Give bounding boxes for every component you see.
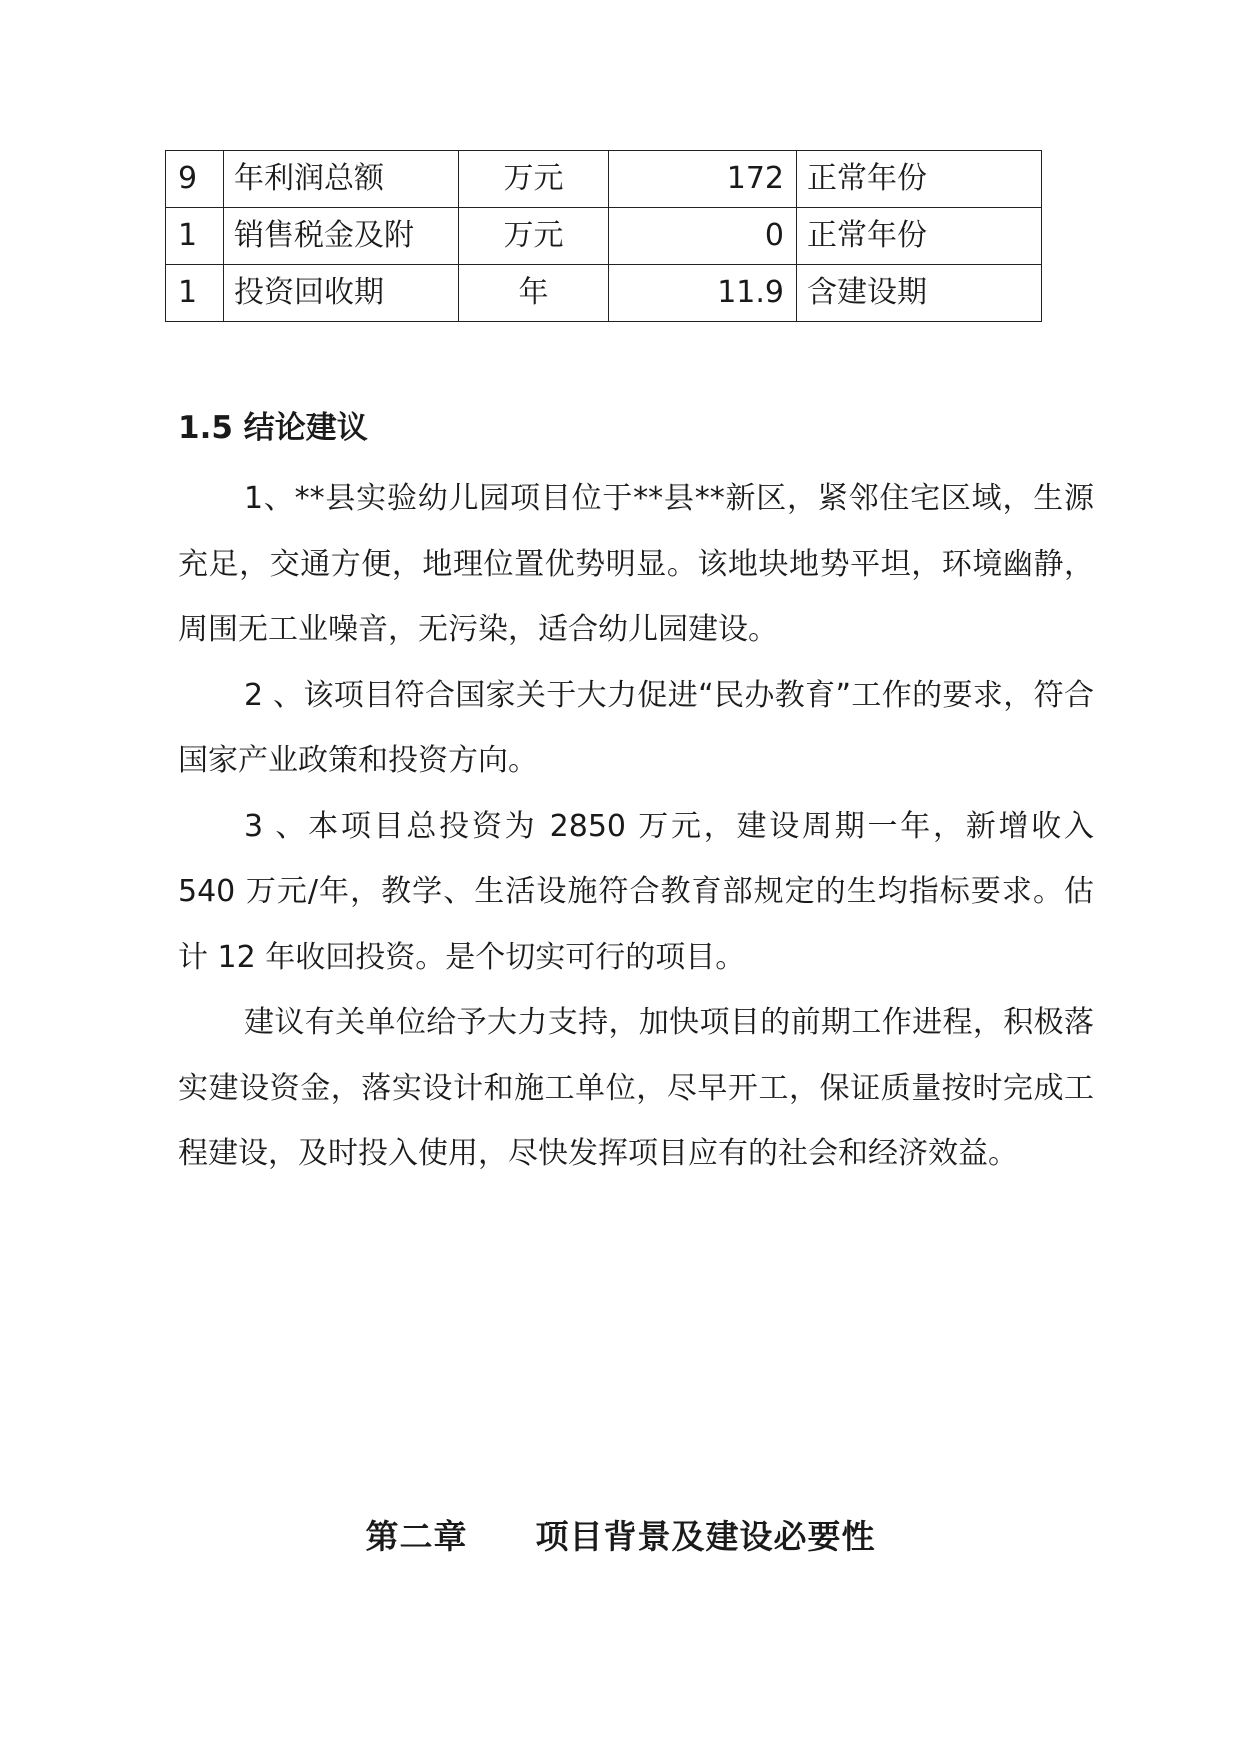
item-note: 正常年份 <box>797 208 1042 265</box>
row-number: 1 <box>166 265 224 322</box>
table-row <box>166 151 1042 208</box>
item-unit: 万元 <box>459 151 609 208</box>
item-value: 172 <box>609 151 797 208</box>
paragraph: 3 、本项目总投资为 2850 万元，建设周期一年，新增收入 540 万元/年，教学、生活设施符合教育部规定的生均指标要求。估计 12 年收回投资。是个切实可行的项目。 <box>178 808 1094 975</box>
item-unit: 年 <box>459 265 609 322</box>
row-number: 9 <box>166 151 224 208</box>
section-body <box>178 466 1094 1187</box>
item-unit: 万元 <box>459 208 609 265</box>
paragraph: 1、**县实验幼儿园项目位于**县**新区，紧邻住宅区域，生源充足，交通方便，地理位置优势明显。该地块地势平坦，环境幽静，周围无工业噪音，无污染，适合幼儿园建设。 <box>178 481 1094 647</box>
table-row <box>166 265 1042 322</box>
item-name: 销售税金及附 <box>224 208 459 265</box>
chapter-name: 项目背景及建设必要性 <box>535 1517 876 1556</box>
paragraph: 2 、该项目符合国家关于大力促进“民办教育”工作的要求，符合国家产业政策和投资方向。 <box>178 677 1094 778</box>
paragraph: 建议有关单位给予大力支持，加快项目的前期工作进程，积极落实建设资金，落实设计和施工单位，尽早开工，保证质量按时完成工程建设，及时投入使用，尽快发挥项目应有的社会和经济效益。 <box>178 1005 1094 1171</box>
item-value: 11.9 <box>609 265 797 322</box>
item-note: 含建设期 <box>797 265 1042 322</box>
chapter-number: 第二章 <box>365 1517 468 1556</box>
summary-table <box>165 150 1042 322</box>
row-number: 1 <box>166 208 224 265</box>
item-note: 正常年份 <box>797 151 1042 208</box>
item-value: 0 <box>609 208 797 265</box>
table-row <box>166 208 1042 265</box>
item-name: 投资回收期 <box>224 265 459 322</box>
item-name: 年利润总额 <box>224 151 459 208</box>
section-heading: 1.5 结论建议 <box>178 410 368 446</box>
chapter-title <box>0 1512 1241 1562</box>
